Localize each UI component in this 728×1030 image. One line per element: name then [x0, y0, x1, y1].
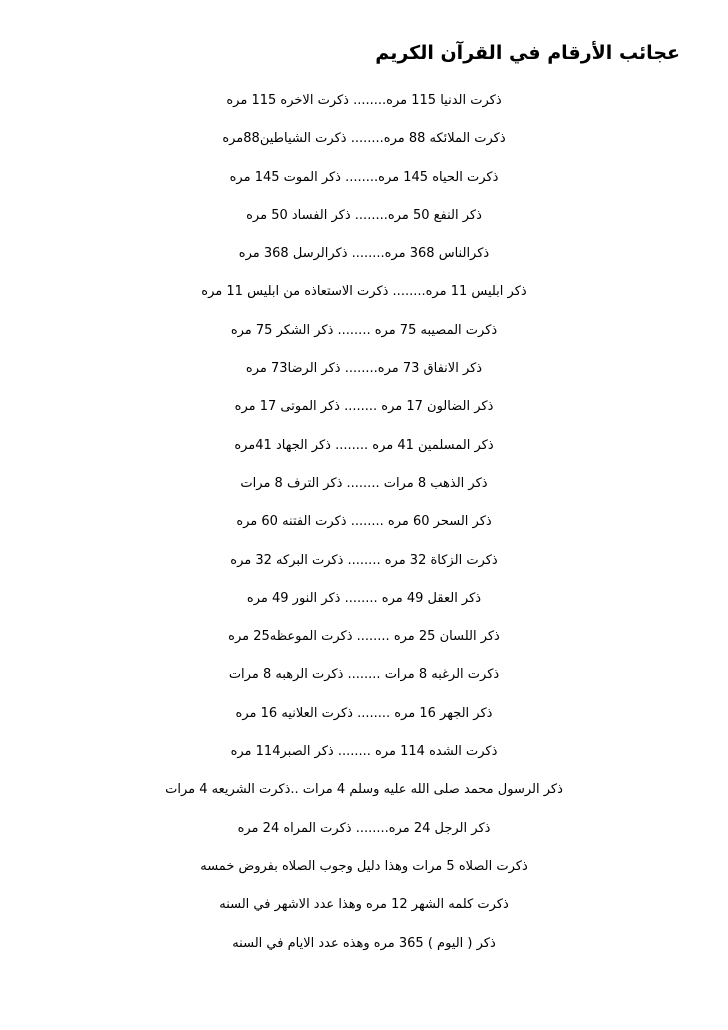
fact-line: ذكرت الصلاه 5 مرات وهذا دليل وجوب الصلاه بفروض خمسه [200, 858, 528, 874]
fact-line: ذكر ( اليوم ) 365 مره وهذه عدد الايام في السنه [232, 935, 496, 951]
fact-line: ذكر المسلمين 41 مره ........ ذكر الجهاد 41مره [234, 437, 494, 453]
fact-line: ذكر الجهر 16 مره ........ ذكرت العلانيه 16 مره [235, 705, 493, 721]
fact-line: ذكرت الزكاة 32 مره ........ ذكرت البركه 32 مره [230, 552, 498, 568]
fact-line: ذكرت الرغبه 8 مرات ........ ذكرت الرهبه 8 مرات [228, 667, 500, 683]
fact-line: ذكر ابليس 11 مره........ ذكرت الاستعاذه من ابليس 11 مره [201, 284, 527, 300]
fact-line: ذكرت المصيبه 75 مره ........ ذكر الشكر 75 مره [230, 322, 498, 338]
fact-line: ذكر اللسان 25 مره ........ ذكرت الموعظه25 مره [228, 629, 500, 645]
fact-line: ذكر الضالون 17 مره ........ ذكر الموتى 17 مره [234, 399, 494, 415]
fact-line: ذكرت الشده 114 مره ........ ذكر الصبر114 مره [230, 744, 498, 760]
page-title: عجائب الأرقام في القرآن الكريم [375, 42, 680, 64]
fact-line: ذكرالناس 368 مره........ ذكرالرسل 368 مره [238, 246, 490, 262]
fact-line: ذكر النفع 50 مره........ ذكر الفساد 50 مره [246, 207, 482, 223]
fact-line: ذكر العقل 49 مره ........ ذكر النور 49 مره [246, 590, 482, 606]
fact-line: ذكر الرجل 24 مره........ ذكرت المراه 24 مره [237, 820, 491, 836]
fact-line: ذكر الانفاق 73 مره........ ذكر الرضا73 مره [245, 361, 483, 377]
fact-line: ذكر الذهب 8 مرات ........ ذكر الترف 8 مرات [240, 475, 488, 491]
facts-list [0, 88, 728, 969]
fact-line: ذكرت الملائكه 88 مره........ ذكرت الشياطين88مره [222, 131, 506, 147]
fact-line: ذكرت كلمه الشهر 12 مره وهذا عدد الاشهر في السنه [219, 897, 509, 913]
fact-line: ذكر السحر 60 مره ........ ذكرت الفتنه 60 مره [236, 514, 492, 530]
fact-line: ذكرت الحياه 145 مره........ ذكر الموت 145 مره [229, 169, 499, 185]
fact-line: ذكرت الدنيا 115 مره........ ذكرت الاخره 115 مره [226, 93, 502, 108]
fact-line: ذكر الرسول محمد صلى الله عليه وسلم 4 مرات ..ذكرت الشريعه 4 مرات [165, 782, 563, 798]
